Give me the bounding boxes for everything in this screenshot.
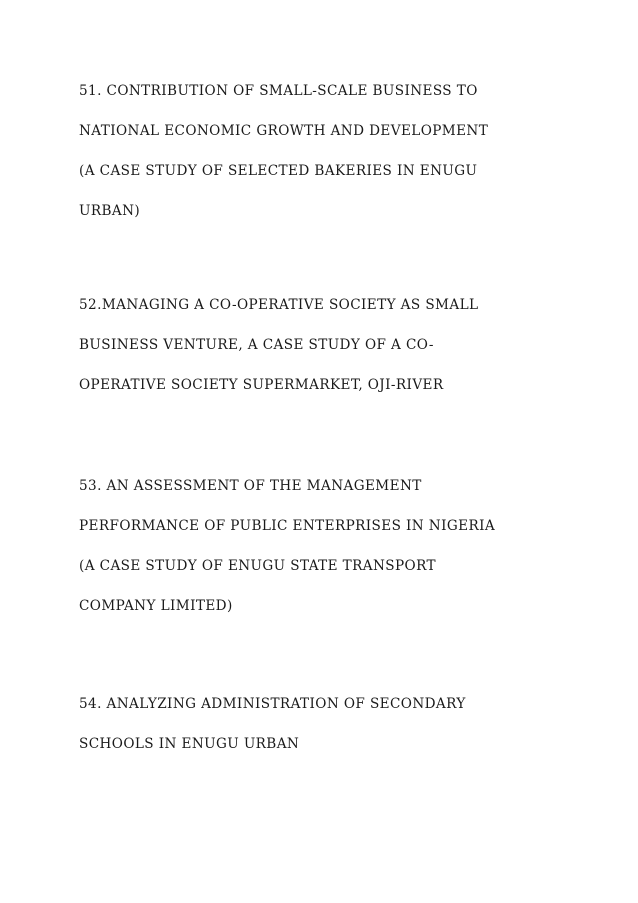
- project-topic-51: [79, 71, 619, 231]
- topic-line: BUSINESS VENTURE, A CASE STUDY OF A CO-: [79, 337, 434, 353]
- topic-line: (A CASE STUDY OF SELECTED BAKERIES IN ENUGU: [79, 163, 478, 179]
- project-topic-53: [79, 466, 619, 626]
- topic-line: URBAN): [79, 203, 141, 219]
- topic-line: 54. ANALYZING ADMINISTRATION OF SECONDARY: [79, 696, 466, 712]
- topic-line: 51. CONTRIBUTION OF SMALL-SCALE BUSINESS TO: [79, 83, 478, 99]
- project-topic-54: [79, 684, 619, 764]
- topic-line: OPERATIVE SOCIETY SUPERMARKET, OJI-RIVER: [79, 377, 444, 393]
- topic-line: COMPANY LIMITED): [79, 598, 233, 614]
- topic-line: 52.MANAGING A CO-OPERATIVE SOCIETY AS SMALL: [79, 297, 479, 313]
- project-topic-52: [79, 285, 619, 405]
- topic-line: 53. AN ASSESSMENT OF THE MANAGEMENT: [79, 478, 422, 494]
- topic-line: PERFORMANCE OF PUBLIC ENTERPRISES IN NIGERIA: [79, 518, 496, 534]
- topic-line: NATIONAL ECONOMIC GROWTH AND DEVELOPMENT: [79, 123, 489, 139]
- topic-line: (A CASE STUDY OF ENUGU STATE TRANSPORT: [79, 558, 436, 574]
- topic-line: SCHOOLS IN ENUGU URBAN: [79, 736, 300, 752]
